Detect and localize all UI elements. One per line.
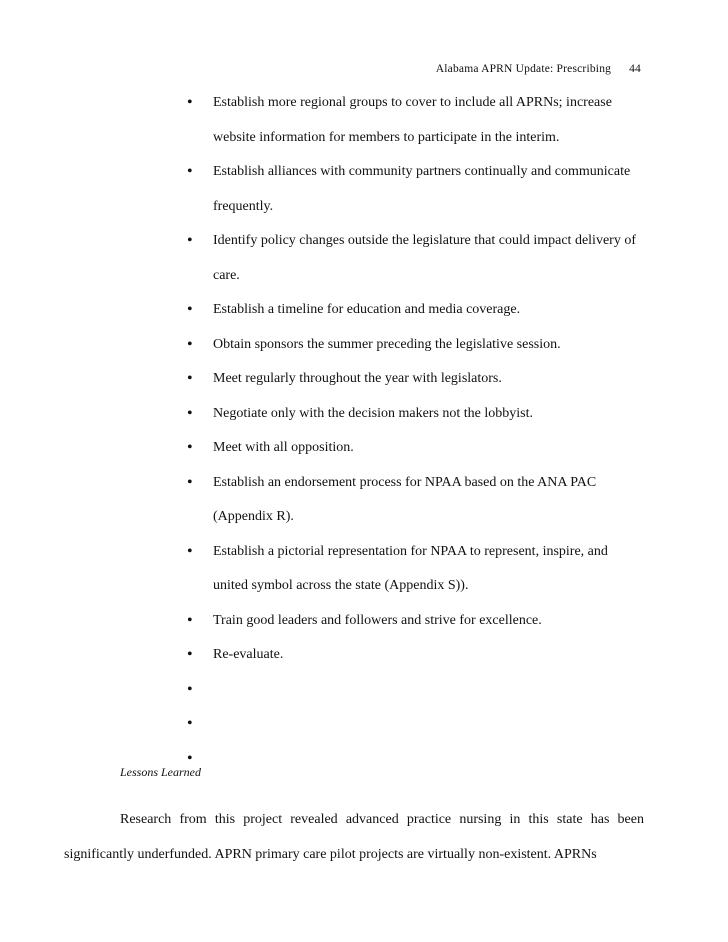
list-item <box>0 224 643 293</box>
bullet-icon: • <box>187 301 193 318</box>
list-item-text: Identify policy changes outside the legislature that could impact delivery of care. <box>213 233 636 283</box>
bullet-icon: • <box>187 680 193 698</box>
list-item-text: Obtain sponsors the summer preceding the legislative session. <box>213 336 561 352</box>
list-item-text <box>213 751 217 766</box>
list-item <box>0 362 643 397</box>
list-item-text: Establish a timeline for education and media coverage. <box>213 302 521 317</box>
list-item-text: Establish an endorsement process for NPAA based on the ANA PAC (Appendix R). <box>213 474 597 524</box>
list-item-text: Re-evaluate. <box>213 647 284 662</box>
list-item-text: Establish alliances with community partners continually and communicate frequently. <box>213 164 631 214</box>
page-number: 44 <box>629 63 641 75</box>
bullet-icon: • <box>187 473 193 491</box>
list-item <box>0 535 643 604</box>
list-item-empty <box>0 707 643 742</box>
list-item <box>0 431 643 466</box>
list-item <box>0 638 643 673</box>
section-heading: Lessons Learned <box>120 765 202 779</box>
recommendations-list <box>0 86 728 776</box>
bullet-icon: • <box>187 163 193 180</box>
list-item-text <box>213 716 217 731</box>
list-item-text <box>213 682 217 697</box>
bullet-icon: • <box>187 611 193 629</box>
list-item-text: Establish a pictorial representation for NPAA to represent, inspire, and united symbol across the state (Appendix S)). <box>213 543 608 593</box>
list-item-text: Train good leaders and followers and strive for excellence. <box>213 612 542 628</box>
bullet-icon: • <box>187 335 193 353</box>
list-item-text: Negotiate only with the decision makers not the lobbyist. <box>213 405 533 421</box>
bullet-icon: • <box>187 749 193 767</box>
bullet-icon: • <box>187 542 193 560</box>
bullet-icon: • <box>187 646 193 663</box>
list-item <box>0 466 643 535</box>
bullet-icon: • <box>187 404 193 422</box>
list-item <box>0 155 643 224</box>
bullet-icon: • <box>187 232 193 249</box>
list-item-empty <box>0 673 643 708</box>
running-head <box>436 63 641 75</box>
body-paragraph: Research from this project revealed advanced practice nursing in this state has been significantly underfunded. APRN primary care pilot projects are virtually non-existent. APRNs <box>64 812 644 862</box>
list-item <box>0 328 643 363</box>
bullet-icon: • <box>187 715 193 732</box>
list-item <box>0 397 643 432</box>
list-item <box>0 604 643 639</box>
list-item <box>0 86 643 155</box>
bullet-icon: • <box>187 439 193 456</box>
bullet-icon: • <box>187 370 193 387</box>
list-item-text: Meet with all opposition. <box>213 440 354 455</box>
list-item-empty <box>0 742 643 777</box>
bullet-icon: • <box>187 94 193 111</box>
list-item-text: Establish more regional groups to cover to include all APRNs; increase website information for members to participate in the interim. <box>213 95 612 145</box>
running-title: Alabama APRN Update: Prescribing <box>435 63 612 75</box>
list-item <box>0 293 643 328</box>
list-item-text: Meet regularly throughout the year with legislators. <box>213 371 502 386</box>
